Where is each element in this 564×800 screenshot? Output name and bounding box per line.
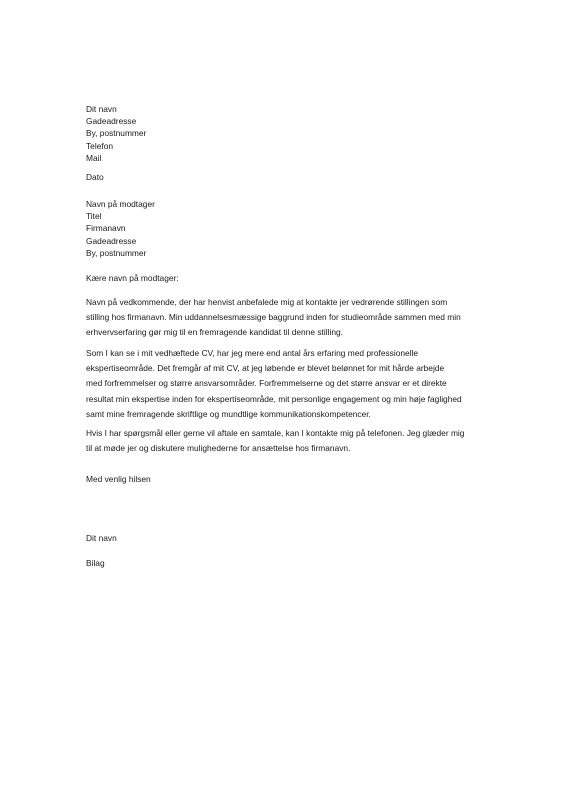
sender-address (86, 103, 486, 164)
sender-mail: Mail (86, 152, 102, 163)
sender-phone: Telefon (86, 140, 114, 151)
sender-name: Dit navn (86, 104, 117, 114)
letter-date: Dato (86, 172, 104, 182)
recipient-company: Firmanavn (86, 223, 126, 234)
paragraph-line: ekspertiseområde. Det fremgår af mit CV, at jeg løbende er blevet belønnet for mit hårde arbejde (86, 363, 445, 374)
paragraph-line: stilling hos firmanavn. Min uddannelsesmæssige baggrund inden for studieområde sammen med min (86, 312, 461, 323)
recipient-city: By, postnummer (86, 247, 147, 258)
signature-name: Dit navn (86, 533, 117, 543)
paragraph-line: resultat min ekspertise inden for ekspertiseområde, mit personlige engagement og min høje faglighed (86, 393, 462, 404)
greeting-text: Kære navn på modtager: (86, 273, 179, 283)
recipient-address (86, 198, 486, 259)
salutation (86, 272, 486, 284)
enclosure-text: Bilag (86, 558, 105, 568)
body-paragraph-1 (86, 295, 486, 341)
paragraph-line: samt mine fremragende skriftlige og mundtlige kommunikationskompetencer. (86, 408, 371, 419)
closing (86, 473, 486, 485)
recipient-name: Navn på modtager (86, 199, 155, 209)
paragraph-line: Navn på vedkommende, der har henvist anbefalede mig at kontakte jer vedrørende stillingen som (86, 297, 448, 307)
body-paragraph-3 (86, 426, 486, 456)
closing-text: Med venlig hilsen (86, 474, 151, 484)
paragraph-line: til at møde jer og diskutere mulighederne for ansættelse hos firmanavn. (86, 443, 351, 454)
date-line (86, 171, 486, 183)
recipient-street: Gadeadresse (86, 235, 137, 246)
sender-city: By, postnummer (86, 128, 147, 139)
signature-block (86, 532, 486, 544)
body-paragraph-2 (86, 346, 486, 422)
paragraph-line: med forfremmelser og større ansvarsområder. Forfremmelserne og det større ansvar er et direkte (86, 378, 447, 389)
enclosure-note (86, 557, 486, 569)
recipient-title: Titel (86, 211, 102, 222)
paragraph-line: Hvis I har spørgsmål eller gerne vil aftale en samtale, kan I kontakte mig på telefonen. Jeg glæder mig (86, 428, 465, 438)
paragraph-line: Som I kan se i mit vedhæftede CV, har jeg mere end antal års erfaring med professionelle (86, 348, 419, 358)
sender-street: Gadeadresse (86, 116, 137, 127)
paragraph-line: erhvervserfaring gør mig til en fremragende kandidat til denne stilling. (86, 327, 343, 338)
